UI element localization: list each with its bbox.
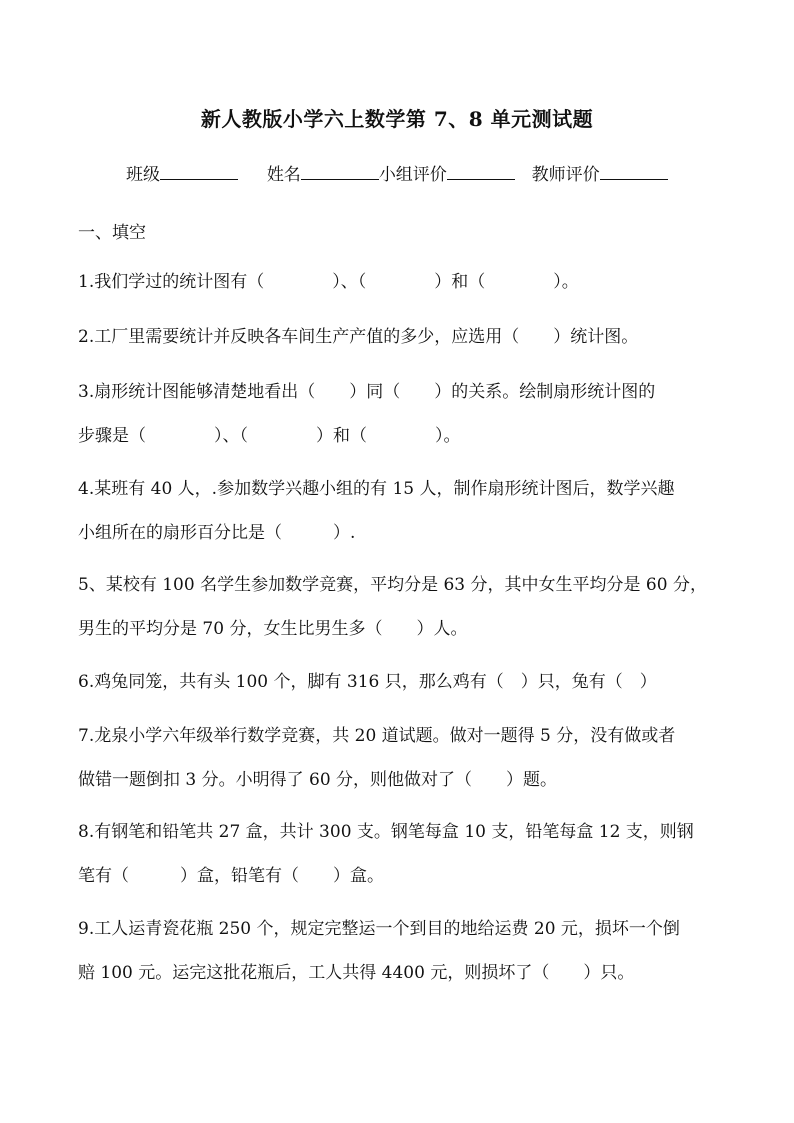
question-text: 2.工厂里需要统计并反映各车间生产产值的多少，应选用（ ）统计图。	[78, 327, 639, 347]
question-text: 5、某校有 100 名学生参加数学竞赛，平均分是 63 分，其中女生平均分是 60 分，	[78, 575, 707, 595]
question-text-cont: 笔有（ ）盒，铅笔有（ ）盒。	[78, 866, 384, 886]
question-text: 7.龙泉小学六年级举行数学竞赛，共 20 道试题。做对一题得 5 分，没有做或者	[78, 726, 676, 746]
class-label: 班级	[126, 165, 160, 185]
section-heading-fill-in: 一、填空	[78, 223, 146, 243]
question-1	[78, 260, 718, 304]
page-title: 新人教版小学六上数学第 7、8 单元测试题	[200, 107, 594, 131]
question-text: 6.鸡兔同笼，共有头 100 个，脚有 316 只，那么鸡有（ ）只，兔有（ ）	[78, 672, 657, 692]
question-3	[78, 370, 718, 458]
question-text: 3.扇形统计图能够清楚地看出（ ）同（ ）的关系。绘制扇形统计图的	[78, 382, 656, 402]
question-8	[78, 810, 718, 898]
question-7	[78, 714, 718, 802]
student-info-row	[126, 160, 668, 185]
question-text: 4.某班有 40 人，.参加数学兴趣小组的有 15 人，制作扇形统计图后，数学兴趣	[78, 479, 675, 499]
teacher-eval-label: 教师评价	[531, 165, 600, 185]
question-text-cont: 步骤是（ ）、（ ）和（ ）。	[78, 426, 461, 446]
question-text-cont: 小组所在的扇形百分比是（ ）.	[78, 523, 356, 543]
question-text: 9.工人运青瓷花瓶 250 个，规定完整运一个到目的地给运费 20 元，损坏一个倒	[78, 919, 680, 939]
question-text: 8.有钢笔和铅笔共 27 盒，共计 300 支。钢笔每盒 10 支，铅笔每盒 12 支，则钢	[78, 822, 694, 842]
question-text-cont: 赔 100 元。运完这批花瓶后，工人共得 4400 元，则损坏了（ ）只。	[78, 963, 635, 983]
question-text-cont: 男生的平均分是 70 分，女生比男生多（ ）人。	[78, 619, 468, 639]
teacher-eval-blank	[600, 163, 668, 180]
question-text-cont: 做错一题倒扣 3 分。小明得了 60 分，则他做对了（ ）题。	[78, 770, 558, 790]
question-5	[78, 563, 718, 651]
class-blank	[160, 163, 238, 180]
question-9	[78, 907, 718, 995]
name-blank	[301, 163, 379, 180]
question-2	[78, 315, 718, 359]
question-text: 1.我们学过的统计图有（ ）、（ ）和（ ）。	[78, 272, 579, 292]
question-6	[78, 660, 718, 704]
name-label: 姓名	[266, 165, 301, 185]
question-4	[78, 467, 718, 555]
group-eval-blank	[447, 163, 515, 180]
group-eval-label: 小组评价	[378, 165, 447, 185]
